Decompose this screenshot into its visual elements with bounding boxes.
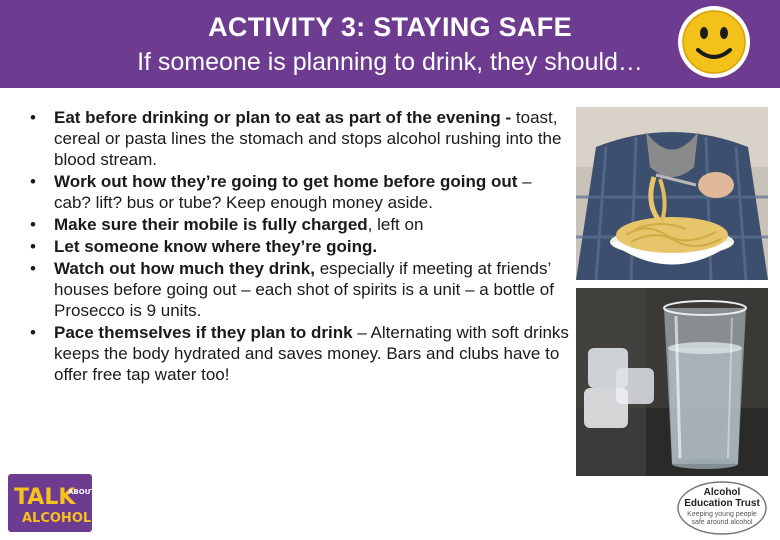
aet-name-line2: Education Trust	[684, 498, 760, 509]
tip-text: toast, cereal or pasta lines the stomach and stops alcohol rushing into the blood stream.	[54, 108, 562, 169]
tip-item	[30, 258, 570, 321]
tip-text: , left on	[367, 215, 424, 234]
tip-bold: Let someone know where they’re going.	[54, 237, 378, 256]
slide-subtitle: If someone is planning to drink, they should…	[137, 48, 643, 76]
tip-bold: Work out how they’re going to get home before going out	[54, 172, 518, 191]
tip-item	[30, 236, 570, 257]
talk-about-alcohol-logo	[8, 474, 96, 532]
aet-tagline-line1: Keeping young people	[687, 511, 757, 518]
svg-text:ABOUT: ABOUT	[68, 488, 96, 496]
tip-bold: Pace themselves if they plan to drink	[54, 323, 353, 342]
header-banner	[0, 0, 780, 88]
slide-title: ACTIVITY 3: STAYING SAFE	[208, 12, 572, 42]
svg-text:ALCOHOL: ALCOHOL	[22, 511, 92, 526]
svg-text:TALK: TALK	[14, 485, 76, 510]
tips-list	[30, 107, 570, 386]
tip-item	[30, 322, 570, 385]
tip-text: – Alternating with soft drinks keeps the body hydrated and saves money. Bars and clubs have to offer free tap water too!	[54, 323, 569, 384]
water-glass-photo	[576, 288, 768, 476]
aet-tagline-line2: safe around alcohol	[691, 519, 753, 526]
tip-text: especially if meeting at friends’ houses before going out – each shot of spirits is a unit – a bottle of Prosecco is 9 units.	[54, 259, 554, 320]
tip-bold: Eat before drinking or plan to eat as part of the evening -	[54, 108, 516, 127]
pasta-photo	[576, 107, 768, 280]
tip-item	[30, 214, 570, 235]
aet-name-line1: Alcohol	[703, 487, 741, 498]
tip-item	[30, 107, 570, 170]
tip-bold: Make sure their mobile is fully charged	[54, 215, 368, 234]
alcohol-education-trust-logo	[676, 480, 768, 536]
tip-item	[30, 171, 570, 213]
smiley-face-icon	[676, 4, 752, 80]
tip-text: – cab? lift? bus or tube? Keep enough money aside.	[54, 172, 532, 212]
tip-bold: Watch out how much they drink,	[54, 259, 315, 278]
